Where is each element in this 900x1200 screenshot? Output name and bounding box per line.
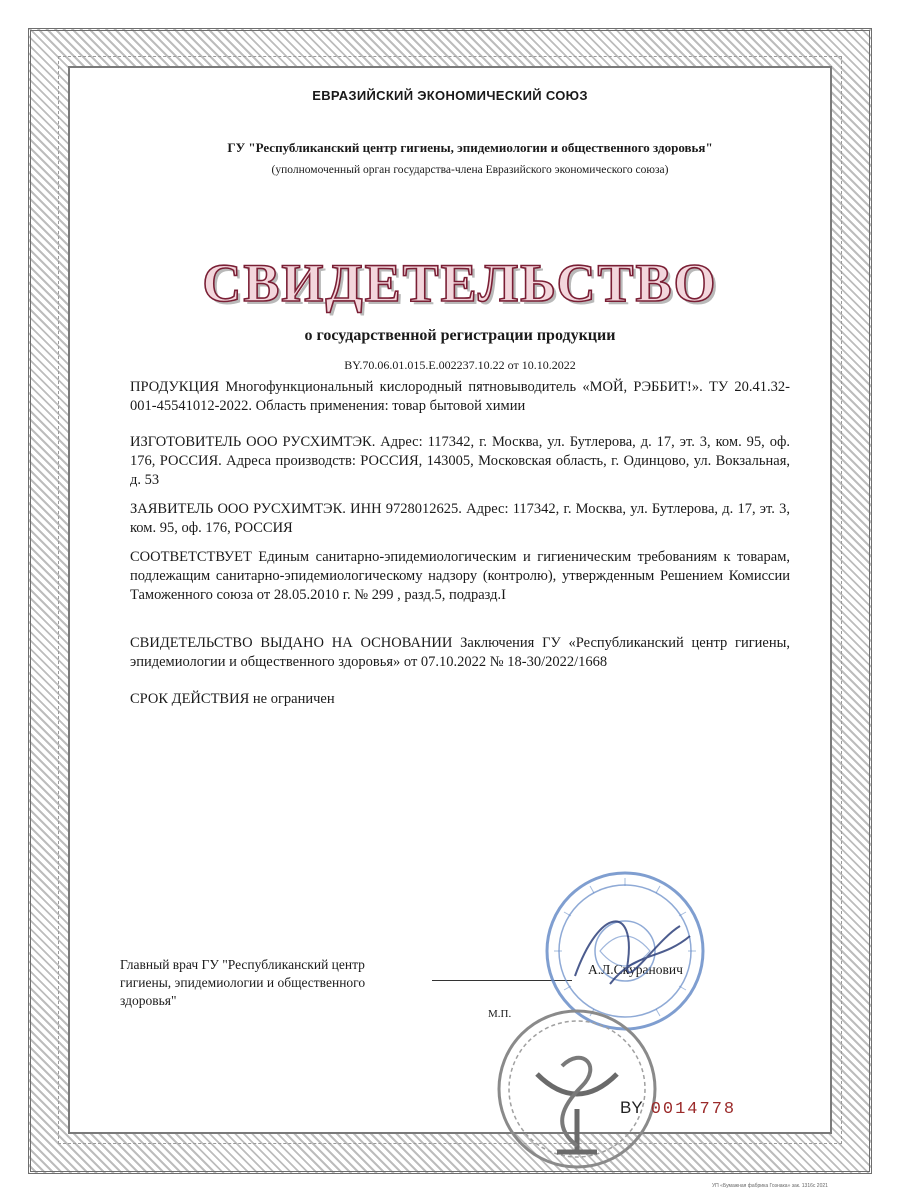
seal-mark: М.П. [488,1008,512,1020]
organization-note: (уполномоченный орган государства-члена Евразийского экономического союза) [271,164,669,176]
conformity-section: СООТВЕТСТВУЕТ Единым санитарно-эпидемиологическим и гигиеническим требованиям к товарам, подлежащим санитарно-эпидемиологическому надзору (контролю), утвержденным Решением Комиссии Таможенного союза от 28.05.2010 г. № 299 , разд.5, подразд.I [130,549,790,603]
signer-position: Главный врач ГУ "Республиканский центр гигиены, эпидемиологии и общественного здоровья" [120,957,366,1008]
product-section: ПРОДУКЦИЯ Многофункциональный кислородный пятновыводитель «МОЙ, РЭББИТ!». ТУ 20.41.32-001-45541012-2022. Область применения: товар бытовой химии [130,379,790,414]
manufacturer-section: ИЗГОТОВИТЕЛЬ ООО РУСХИМТЭК. Адрес: 117342, г. Москва, ул. Бутлерова, д. 17, эт. 3, ком. 95, оф. 176, РОССИЯ. Адреса производств: РОССИЯ, 143005, Московская область, г. Одинцово, ул. Вокзальная, д. 53 [130,434,790,488]
serial-prefix: BY [620,1098,643,1117]
certificate-subtitle: о государственной регистрации продукции [304,327,616,344]
union-heading: ЕВРАЗИЙСКИЙ ЭКОНОМИЧЕСКИЙ СОЮЗ [312,88,588,103]
issuing-organization: ГУ "Республиканский центр гигиены, эпидемиологии и общественного здоровья" [227,140,713,155]
registration-number: BY.70.06.01.015.E.002237.10.22 от 10.10.2022 [344,358,576,372]
medical-emblem-icon [492,1004,662,1174]
applicant-section: ЗАЯВИТЕЛЬ ООО РУСХИМТЭК. ИНН 9728012625. Адрес: 117342, г. Москва, ул. Бутлерова, д. 17, эт. 3, ком. 95, оф. 176, РОССИЯ [130,501,790,536]
serial-number [620,1098,736,1119]
serial-digits: 0014778 [650,1100,737,1119]
certificate-title: СВИДЕТЕЛЬСТВО [202,253,718,313]
validity-section: СРОК ДЕЙСТВИЯ не ограничен [130,691,335,707]
basis-section: СВИДЕТЕЛЬСТВО ВЫДАНО НА ОСНОВАНИИ Заключения ГУ «Республиканский центр гигиены, эпидемиологии и общественного здоровья» от 07.10.2022 № 18-30/2022/1668 [130,635,790,670]
signer-name: А.Л.Скуранович [588,962,683,977]
printer-note: УП «Бумажная фабрика Гознака» зак. 1316с 2021 [712,1183,828,1189]
